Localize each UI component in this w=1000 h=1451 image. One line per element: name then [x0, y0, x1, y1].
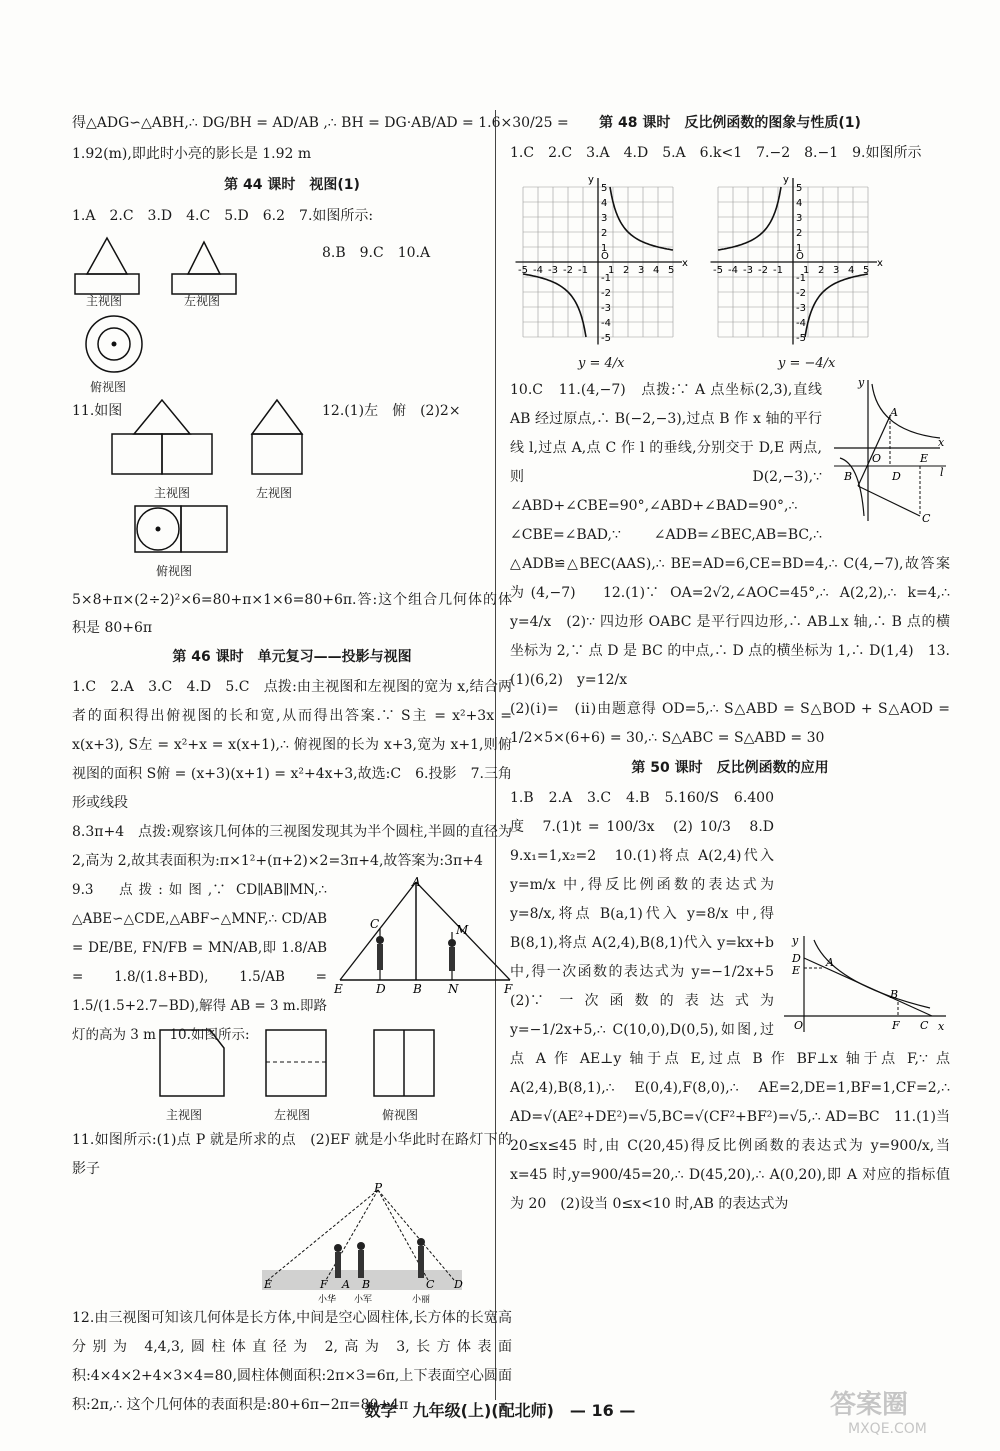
fig-label: C — [920, 1019, 929, 1032]
hyperbola-branch — [718, 187, 781, 250]
y-tick-label: 2 — [601, 228, 608, 239]
hyperbola-graphs — [510, 168, 950, 376]
y-tick-label: 4 — [796, 198, 803, 209]
point-label: C — [370, 917, 380, 931]
answer-line: 1.A 2.C 3.D 4.C 5.D 6.2 7.如图所示: — [72, 208, 374, 224]
x-axis-label: x — [682, 258, 688, 269]
y-tick-label: -4 — [796, 318, 806, 329]
section-heading-44: 第 44 课时 视图(1) — [224, 177, 360, 193]
point-label: F — [320, 1278, 328, 1291]
caption: 左视图 — [256, 486, 293, 500]
fig-label: B — [844, 470, 853, 483]
point-label: D — [454, 1278, 463, 1291]
x-tick-label: 1 — [608, 265, 615, 276]
rotation-figure-11 — [830, 376, 950, 526]
problem-11-13 — [510, 376, 950, 695]
x-tick-label: -4 — [533, 265, 543, 276]
y-axis-label: y — [783, 174, 789, 186]
x-tick-label: 3 — [638, 265, 645, 276]
paragraph: (2)(ⅰ)= (ⅱ)由题意得 OD=5,∴ S△ABD = S△BOD + S△AOD = 1/2×5×(6+6) = 30,∴ S△ABC = S△ABD = 30 — [510, 701, 950, 746]
point-label: P — [374, 1181, 383, 1195]
point-label: F — [504, 982, 513, 996]
origin-label: O — [796, 251, 804, 262]
answer-line: 12.(1)左 俯 (2)2× — [322, 403, 461, 419]
fig-label: B — [890, 988, 899, 1001]
paragraph: 11.如图所示:(1)点 P 就是所求的点 (2)EF 就是小华此时在路灯下的影子 — [72, 1132, 512, 1177]
y-tick-label: -2 — [796, 288, 806, 299]
x-tick-label: 4 — [848, 265, 855, 276]
caption: 左视图 — [274, 1108, 311, 1122]
fig-label: O — [872, 452, 882, 465]
paragraph: 9.3 点拨:如图,∵ CD∥AB∥MN,∴ △ABE∽△CDE,△ABF∽△MNF,∴ CD/AB = DE/BE, FN/FB = MN/AB,即 1.8/AB = 1.8/(1.8+BD), 1.5/AB = 1.5/(1.5+2.7−BD),解得 AB = 3 m.即路灯的高为 3 m 10.如图所示: — [72, 882, 327, 1043]
paragraph: 8.3π+4 点拨:观察该几何体的三视图发现其为半个圆柱,半圆的直径为 2,高为 2,故其表面积为:π×1²+(π+2)×2=3π+4,故答案为:3π+4 — [72, 824, 512, 869]
y-tick-label: 3 — [796, 213, 803, 224]
point-label: C — [426, 1278, 435, 1291]
fig-label: D — [892, 470, 901, 483]
graph-caption: y = 4/x — [578, 356, 625, 371]
text-line: 1.92(m),即此时小亮的影长是 1.92 m — [72, 146, 312, 162]
y-axis-label: y — [588, 174, 594, 186]
page-footer: 数学 九年级(上)(配北师) — 16 — — [364, 1401, 636, 1420]
y-tick-label: 4 — [601, 198, 608, 209]
fig-label: F — [892, 1019, 900, 1032]
y-tick-label: 5 — [601, 183, 608, 194]
y-tick-label: -3 — [601, 303, 611, 314]
point-label: E — [264, 1278, 273, 1291]
y-tick-label: -4 — [601, 318, 611, 329]
line-hyperbola-figure-10 — [780, 934, 950, 1034]
x-tick-label: -3 — [743, 265, 753, 276]
paragraph: 10.C 11.(4,−7) 点拨:∵ A 点坐标(2,3),直线 AB 经过原点,∴ B(−2,−3),过点 B 作 x 轴的平行线 l,过点 A,点 C 作 l 的垂线,分别交于 D,E 两点,则 D(2,−3),∵ ∠ABD+∠CBE=90°,∠ABD+∠BAD=90°,∴ ∠CBE=∠BAD,∵ ∠ADB=∠BEC,AB=BC,∴ △ADB≌△BEC(AAS),∴ BE=AD=6,CE=BD=4,∴ C(4,−7),故答案为(4,−7) 12.(1)∵ OA=2√2,∠AOC=45°,∴ A(2,2),∴ k=4,∴ y=4/x (2)∵ 四边形 OABC 是平行四边形,∴ AB⊥x 轴,∴ B 点的横坐标为 2,∵ 点 D 是 BC 的中点,∴ D 点的横坐标为 1,∴ D(1,4) 13.(1)(6,2) y=12/x — [510, 382, 950, 688]
point-label: D — [376, 982, 386, 996]
hyperbola-branch — [523, 274, 586, 337]
hyperbola-branch — [805, 274, 868, 337]
x-tick-label: 2 — [818, 265, 825, 276]
x-tick-label: 5 — [863, 265, 870, 276]
left-column — [72, 108, 569, 1420]
y-tick-label: 2 — [796, 228, 803, 239]
figure-11 — [72, 396, 512, 586]
caption: 俯视图 — [90, 380, 127, 394]
graph-caption: y = −4/x — [778, 356, 836, 371]
fig-label: x — [938, 436, 945, 449]
fig-label: y — [858, 376, 865, 389]
captions-10 — [158, 1108, 512, 1126]
shadow-figure-11 — [258, 1181, 478, 1305]
answer-line: 8.B 9.C 10.A — [322, 245, 431, 261]
paragraph: 5×8+π×(2÷2)²×6=80+π×1×6=80+6π.答:这个组合几何体的体积是 80+6π — [72, 592, 512, 636]
point-label: A — [342, 1278, 350, 1291]
y-tick-label: -1 — [601, 273, 611, 284]
problem-50 — [510, 784, 950, 1219]
y-tick-label: -2 — [601, 288, 611, 299]
watermark-logo — [820, 1379, 970, 1439]
svg-text:答案圈: 答案圈 — [830, 1390, 909, 1420]
section-heading-46: 第 46 课时 单元复习——投影与视图 — [172, 649, 412, 665]
paragraph: 1.C 2.C 3.A 4.D 5.A 6.k<1 7.−2 8.−1 9.如图所示 — [510, 145, 922, 161]
section-heading-50: 第 50 课时 反比例函数的应用 — [631, 760, 829, 776]
x-tick-label: -2 — [563, 265, 573, 276]
fig-label: A — [890, 406, 898, 419]
caption: 左视图 — [184, 294, 221, 308]
concentric-circles-figure — [82, 310, 162, 380]
x-tick-label: -4 — [728, 265, 738, 276]
fig-label: A — [826, 956, 834, 969]
paragraph: 12.由三视图可知该几何体是长方体,中间是空心圆柱体,长方体的长宽高分别为 4,4,3,圆柱体直径为 2,高为 3,长方体表面积:4×4×2+4×3×4=80,圆柱体侧面积:2π×3=6π,上下表面空心圆面积:2π,∴ 这个几何体的表面积是:80+6π−2π=80+4π — [72, 1310, 512, 1413]
x-tick-label: -3 — [548, 265, 558, 276]
x-tick-label: 1 — [803, 265, 810, 276]
y-tick-label: 1 — [601, 243, 608, 254]
fig-label: E — [920, 452, 929, 465]
y-tick-label: 1 — [796, 243, 803, 254]
fig-label: E — [792, 964, 801, 977]
point-label: M — [456, 923, 469, 937]
answer-line: 11.如图 — [72, 403, 123, 419]
point-label: A — [412, 875, 421, 889]
y-tick-label: -1 — [796, 273, 806, 284]
y-tick-label: -3 — [796, 303, 806, 314]
x-tick-label: 5 — [668, 265, 675, 276]
caption: 主视图 — [86, 294, 123, 308]
point-label: N — [448, 982, 459, 996]
x-tick-label: -2 — [758, 265, 768, 276]
y-tick-label: -5 — [601, 333, 611, 344]
fig-label: l — [940, 466, 944, 479]
paragraph: 1.C 2.A 3.C 4.D 5.C 点拨:由主视图和左视图的宽为 x,结合两者的面积得出俯视图的长和宽,从而得出答案.∵ S主 = x²+3x = x(x+3), S左 = x²+x = x(x+1),∴ 俯视图的长为 x+3,宽为 x+1,则俯视图的面积 S俯 = (x+3)(x+1) = x²+4x+3,故选:C 6.投影 7.三角形或线段 — [72, 679, 512, 811]
fig-label: y — [792, 934, 799, 947]
text-line: 得△ADG∽△ABH,∴ DG/BH = AD/AB ,∴ BH = DG·AB/AD = 1.6×30/25 = — [72, 115, 569, 131]
right-column — [510, 108, 950, 1219]
point-label: B — [362, 1278, 371, 1291]
person-label: 小丽 — [412, 1295, 431, 1305]
hyperbola-branch — [610, 187, 673, 250]
figure-top-view — [72, 310, 512, 396]
y-tick-label: 3 — [601, 213, 608, 224]
y-tick-label: -5 — [796, 333, 806, 344]
graph-y-4-over-x — [510, 174, 688, 354]
person-label: 小华 — [318, 1295, 337, 1305]
fig-label: O — [794, 1019, 804, 1032]
graph-y-neg4-over-x — [705, 174, 883, 354]
fig-label: x — [938, 1020, 945, 1033]
origin-label: O — [601, 251, 609, 262]
figure-views-44 — [72, 232, 512, 310]
caption: 主视图 — [166, 1108, 203, 1122]
point-label: E — [334, 982, 343, 996]
x-tick-label: -1 — [773, 265, 783, 276]
fig-label: C — [922, 512, 931, 525]
problem-9 — [72, 875, 513, 1043]
caption: 俯视图 — [382, 1108, 419, 1122]
caption: 俯视图 — [156, 564, 193, 578]
x-axis-label: x — [877, 258, 883, 269]
section-heading-48: 第 48 课时 反比例函数的图象与性质(1) — [599, 115, 861, 131]
x-tick-label: -5 — [518, 265, 528, 276]
x-tick-label: 3 — [833, 265, 840, 276]
paragraph: 1.B 2.A 3.C 4.B 5.160/S 6.400 度 7.(1)t = 100/3x (2) 10/3 8.D 9.x₁=1,x₂=2 10.(1)将点 A(2,4)代入 y=m/x 中,得反比例函数的表达式为 y=8/x,将点 B(a,1)代入 y=8/x 中,得 B(8,1),将点 A(2,4),B(8,1)代入 y=kx+b 中,得一次函数的表达式为 y=−1/2x+5 (2)∵ 一次函数的表达式为 y=−1/2x+5,∴ C(10,0),D(0,5),如图,过点 A 作 AE⊥y 轴于点 E,过点 B 作 BF⊥x 轴于点 F,∵ 点 A(2,4),B(8,1),∴ E(0,4),F(8,0),∴ AE=2,DE=1,BF=1,CF=2,∴ AD=√(AE²+DE²)=√5,BC=√(CF²+BF²)=√5,∴ AD=BC 11.(1)当 20≤x≤45 时,由 C(20,45)得反比例函数的表达式为 y=900/x,当 x=45 时,y=900/45=20,∴ D(45,20),∴ A(0,20),即 A 对应的指标值为 20 (2)设当 0≤x<10 时,AB 的表达式为 — [510, 790, 950, 1212]
combined-solid-views — [112, 396, 352, 586]
x-tick-label: -1 — [578, 265, 588, 276]
y-tick-label: 5 — [796, 183, 803, 194]
x-tick-label: -5 — [713, 265, 723, 276]
street-lamp-figure — [334, 876, 514, 994]
point-label: B — [413, 982, 422, 996]
svg-text:MXQE.COM: MXQE.COM — [848, 1421, 927, 1437]
x-tick-label: 2 — [623, 265, 630, 276]
caption: 主视图 — [154, 486, 191, 500]
fig-label: D — [792, 952, 801, 965]
person-label: 小军 — [354, 1295, 373, 1305]
x-tick-label: 4 — [653, 265, 660, 276]
